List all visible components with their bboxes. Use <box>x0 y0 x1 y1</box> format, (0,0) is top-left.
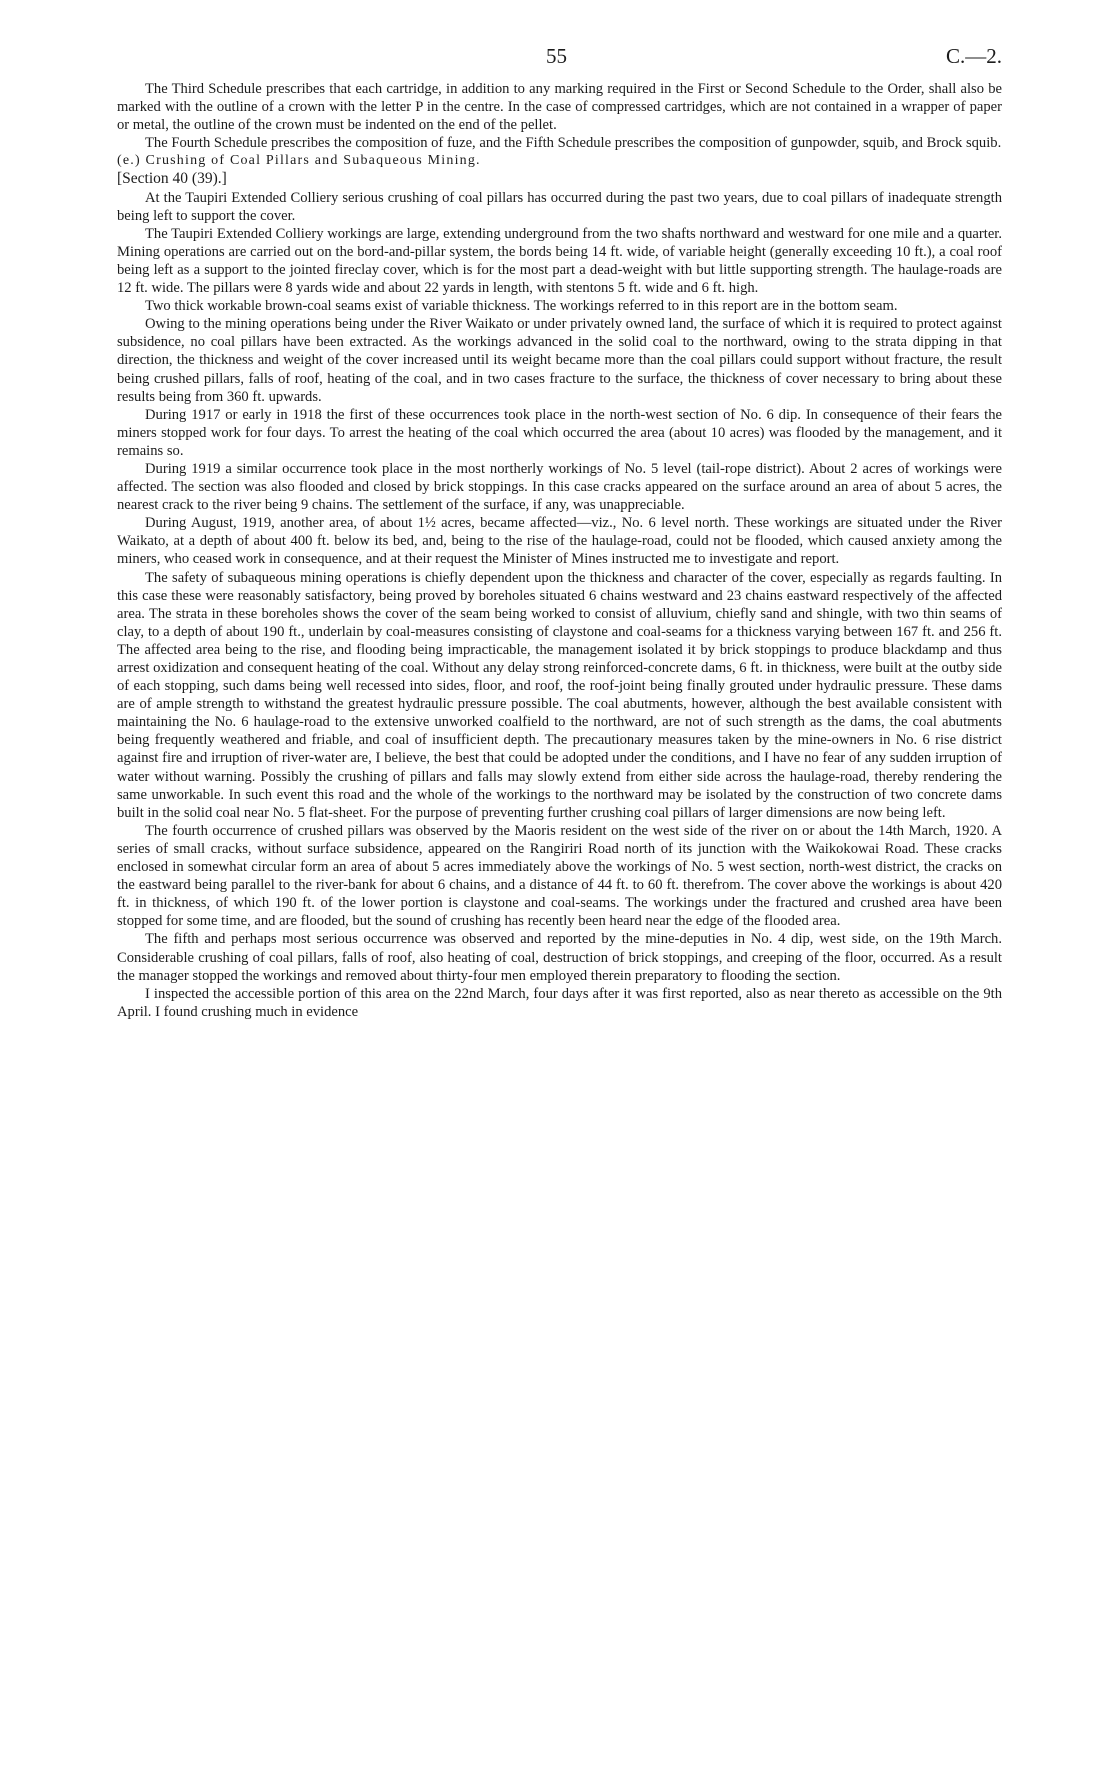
paragraph-fourth-schedule: The Fourth Schedule prescribes the composition of fuze, and the Fifth Schedule prescribes the composition of gunpowder, squib, and Brock squib. <box>145 135 1002 152</box>
paragraph-subaqueous-safety: The safety of subaqueous mining operations is chiefly dependent upon the thickness and character of the cover, especially as regards faulting. In this case these were reasonably satisfactory, being proved by boreholes situated 6 chains westward and 23 chains eastward respectively of the affected area. The strata in these boreholes shows the cover of the seam being worked to consist of alluvium, chiefly sand and shingle, with two thin seams of clay, to a depth of about 190 ft., underlain by coal-measures consisting of claystone and coal-seams for a thickness varying between 167 ft. and 256 ft. The affected area being to the rise, and flooding being impracticable, the management isolated it by brick stoppings to produce blackdamp and thus arrest oxidization and consequent heating of the coal. Without any delay strong reinforced-concrete dams, 6 ft. in thickness, were built at the outby side of each stopping, such dams being well recessed into sides, floor, and roof, the roof-joint being finally grouted under hydraulic pressure. These dams are of ample strength to withstand the greatest hydraulic pressure possible. The coal abutments, however, although the best available consistent with maintaining the No. 6 haulage-road to the extensive unworked coalfield to the northward, are not of such strength as the dams, the coal abutments being frequently weathered and friable, and coal of insufficient depth. The precautionary measures taken by the mine-owners in No. 6 rise district against fire and irruption of river-water are, I believe, the best that could be adopted under the conditions, and I have no fear of any sudden irruption of water without warning. Possibly the crushing of pillars and falls may slowly extend from either side across the haulage-road, thereby rendering the same unworkable. In such event this road and the whole of the workings to the northward may be isolated by the construction of two concrete dams built in the solid coal near No. 5 flat-sheet. For the purpose of preventing further crushing coal pillars of larger dimensions are now being left. <box>117 569 1002 821</box>
paragraph-august-1919: During August, 1919, another area, of about 1½ acres, became affected—viz., No. 6 level north. These workings are situated under the River Waikato, at a depth of about 400 ft. below its bed, and, being to the rise of the haulage-road, could not be flooded, which caused anxiety among the miners, who ceased work in consequence, and at their request the Minister of Mines instructed me to investigate and report. <box>117 515 1002 568</box>
paragraph-during-1919: During 1919 a similar occurrence took place in the most northerly workings of No. 5 level (tail-rope district). About 2 acres of workings were affected. The section was also flooded and closed by brick stoppings. In this case cracks appeared on the surface around an area of about 5 acres, the nearest crack to the river being 9 chains. The settlement of the surface, if any, was unappreciable. <box>117 460 1002 514</box>
paragraph-fifth-occurrence: The fifth and perhaps most serious occurrence was observed and reported by the mine-deputies in No. 4 dip, west side, on the 19th March. Considerable crushing of coal pillars, falls of roof, also heating of coal, destruction of brick stoppings, and creeping of the floor, occurred. As a result the manager stopped the workings and removed about thirty-four men employed therein preparatory to flooding the section. <box>117 931 1002 984</box>
paragraph-fourth-occurrence: The fourth occurrence of crushed pillars was observed by the Maoris resident on the west side of the river on or about the 14th March, 1920. A series of small cracks, without surface subsidence, appeared on the Rangiriri Road north of its junction with the Waikokowai Road. These cracks enclosed in somewhat circular form an area of about 5 acres immediately above the workings of No. 5 west section, north-west district, the cracks on the eastward being parallel to the river-bank for about 6 chains, and a distance of 44 ft. to 60 ft. therefrom. The cover above the workings is about 420 ft. in thickness, of which 190 ft. of the lower portion is claystone and coal-seams. The workings under the fractured and crushed area have been stopped for some time, and are flooded, but the sound of crushing has recently been heard near the edge of the flooded area. <box>117 822 1002 930</box>
paragraph-owing-to-operations: Owing to the mining operations being under the River Waikato or under privately owned land, the surface of which it is required to protect against subsidence, no coal pillars have been extracted. As the workings advanced in the solid coal to the northward, owing to the strata dipping in that direction, the thickness and weight of the cover increased until its weight became more than the coal pillars could support without fracture, the result being crushed pillars, falls of roof, heating of the coal, and in two cases fracture to the surface, the thickness of cover necessary to bring about these results being from 360 ft. upwards. <box>117 316 1002 405</box>
page-header <box>0 44 1114 74</box>
page-number: 55 <box>546 44 567 68</box>
paper-reference: C.—2. <box>945 44 1002 68</box>
document-body <box>117 80 1002 1021</box>
paragraph-coal-seams: Two thick workable brown-coal seams exist of variable thickness. The workings referred to in this report are in the bottom seam. <box>145 298 898 315</box>
section-reference: [Section 40 (39).] <box>117 170 227 188</box>
paragraph-third-schedule: The Third Schedule prescribes that each cartridge, in addition to any marking required in the First or Second Schedule to the Order, shall also be marked with the outline of a crown with the letter P in the centre. In the case of compressed cartridges, which are not contained in a wrapper of paper or metal, the outline of the crown must be indented on the end of the pellet. <box>117 81 1002 134</box>
paragraph-during-1917: During 1917 or early in 1918 the first of these occurrences took place in the north-west section of No. 6 dip. In consequence of their fears the miners stopped work for four days. To arrest the heating of the coal which occurred the area (about 10 acres) was flooded by the management, and it remains so. <box>117 406 1002 459</box>
section-heading: (e.) Crushing of Coal Pillars and Subaqueous Mining. <box>117 153 481 169</box>
paragraph-inspection: I inspected the accessible portion of this area on the 22nd March, four days after it was first reported, also as near thereto as accessible on the 9th April. I found crushing much in evidence <box>117 985 1002 1020</box>
paragraph-taupiri-workings: The Taupiri Extended Colliery workings are large, extending underground from the two shafts northward and westward for one mile and a quarter. Mining operations are carried out on the bord-and-pillar system, the bords being 14 ft. wide, of variable height (generally exceeding 10 ft.), a coal roof being left as a support to the jointed fireclay cover, which is for the most part a dead-weight with but little supporting strength. The haulage-roads are 12 ft. wide. The pillars were 8 yards wide and about 22 yards in length, with stentons 5 ft. wide and 6 ft. high. <box>117 225 1002 297</box>
paragraph-taupiri-crushing: At the Taupiri Extended Colliery serious crushing of coal pillars has occurred during the past two years, due to coal pillars of inadequate strength being left to support the cover. <box>117 189 1002 224</box>
